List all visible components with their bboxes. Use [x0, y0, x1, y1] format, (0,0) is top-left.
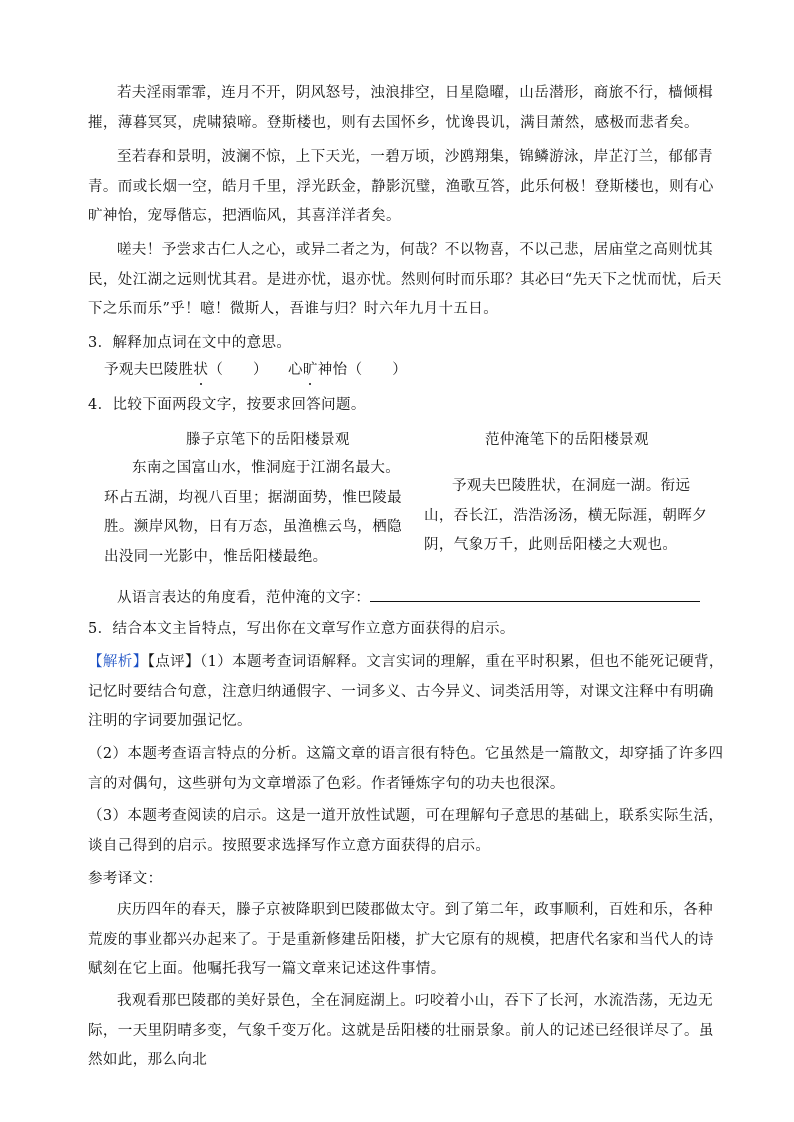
analysis-paragraph-1	[88, 648, 724, 737]
q3-item1-text: 予观夫巴陵胜	[104, 362, 194, 378]
analysis-paragraph-2: （2）本题考查语言特点的分析。这篇文章的语言很有特色。它虽然是一篇散文，却穿插了许多四言的对偶句，这些骈句为文章增添了色彩。作者锤炼字句的功夫也很深。	[88, 746, 724, 792]
q4-prompt-text: 从语言表达的角度看，范仲淹的文字：	[117, 590, 371, 606]
left-column-text: 东南之国富山水，惟洞庭于江湖名最大。环占五湖，均视八百里；据湖面势，惟巴陵最胜。濒岸风物，日有万态，虽渔樵云鸟，栖隐出没同一光影中，惟岳阳楼最绝。	[104, 460, 402, 565]
analysis-text-1: 【点评】（1）本题考查词语解释。文言实词的理解，重在平时积累，但也不能死记硬背，记忆时要结合句意，注意归纳通假字、一词多义、古今异义、词类活用等，对课文注释中有明确注明的字词要加强记忆。	[88, 654, 724, 729]
analysis-tag: 【解析】	[88, 654, 148, 670]
question-3-title: 3．解释加点词在文中的意思。	[88, 335, 292, 351]
passage-paragraph-3: 嗟夫！予尝求古仁人之心，或异二者之为，何哉？不以物喜，不以己悲，居庙堂之高则忧其民，处江湖之远则忧其君。是进亦忧，退亦忧。然则何时而乐耶？其必曰“先天下之忧而忧，后天下之乐而乐”乎！噫！微斯人，吾谁与归？时六年九月十五日。	[88, 242, 722, 317]
passage-paragraph-1: 若夫淫雨霏霏，连月不开，阴风怒号，浊浪排空，日星隐曜，山岳潜形，商旅不行，樯倾楫摧，薄暮冥冥，虎啸猿啼。登斯楼也，则有去国怀乡，忧谗畏讥，满目萧然，感极而悲者矣。	[88, 85, 713, 131]
question-4-title: 4．比较下面两段文字，按要求回答问题。	[88, 397, 366, 413]
translation-paragraph-1: 庆历四年的春天，滕子京被降职到巴陵郡做太守。到了第二年，政事顺利，百姓和乐，各种荒废的事业都兴办起来了。于是重新修建岳阳楼，扩大它原有的规模，把唐代名家和当代人的诗赋刻在它上面。他嘱托我写一篇文章来记述这件事情。	[88, 902, 714, 977]
passage-paragraph-2: 至若春和景明，波澜不惊，上下天光，一碧万顷，沙鸥翔集，锦鳞游泳，岸芷汀兰，郁郁青青。而或长烟一空，皓月千里，浮光跃金，静影沉璧，渔歌互答，此乐何极！登斯楼也，则有心旷神怡，宠辱偕忘，把酒临风，其喜洋洋者矣。	[88, 149, 714, 224]
q3-item2-dotted-char: 旷	[302, 362, 318, 378]
left-column-heading: 滕子京笔下的岳阳楼景观	[186, 432, 350, 448]
translation-paragraph-2: 我观看那巴陵郡的美好景色，全在洞庭湖上。叼咬着小山，吞下了长河，水流浩荡，无边无际，一天里阴晴多变，气象千变万化。这就是岳阳楼的壮丽景象。前人的记述已经很详尽了。虽然如此，那么向北	[88, 993, 714, 1068]
analysis-paragraph-3: （3）本题考查阅读的启示。这是一道开放性试题，可在理解句子意思的基础上，联系实际生活，谈自己得到的启示。按照要求选择写作立意方面获得的启示。	[88, 808, 724, 854]
question-4-prompt	[117, 587, 700, 608]
question-5-title: 5．结合本文主旨特点，写出你在文章写作立意方面获得的启示。	[88, 621, 515, 637]
translation-heading: 参考译文：	[88, 871, 163, 887]
q3-item2-blank: （ ）	[347, 362, 408, 378]
right-column-heading: 范仲淹笔下的岳阳楼景观	[485, 432, 649, 448]
question-3-items	[104, 360, 407, 380]
right-column-text: 予观夫巴陵胜状，在洞庭一湖。衔远山，吞长江，浩浩汤汤，横无际涯，朝晖夕阴，气象万千，此则岳阳楼之大观也。	[424, 478, 708, 553]
q3-item2-text-post: 神怡	[317, 362, 348, 378]
q3-item2-text: 心	[287, 362, 303, 378]
answer-blank-line	[370, 587, 700, 602]
q3-item1-blank: （ ）	[208, 362, 268, 378]
q3-item1-dotted-char: 状	[193, 362, 209, 378]
